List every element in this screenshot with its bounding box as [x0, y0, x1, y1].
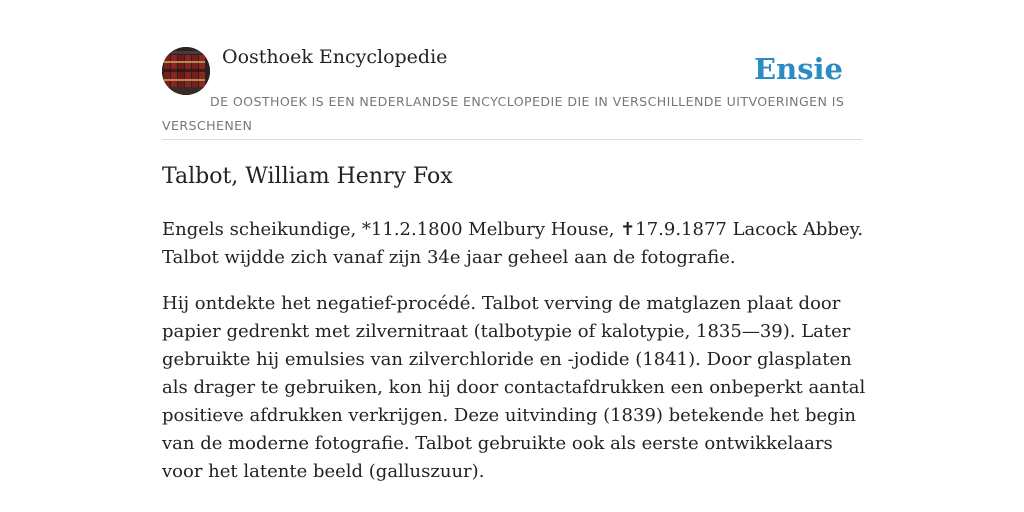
article-body: [162, 216, 872, 504]
source-title[interactable]: Oosthoek Encyclopedie: [222, 46, 448, 68]
article-title: Talbot, William Henry Fox: [162, 164, 453, 189]
article-paragraph: Hij ontdekte het negatief-procédé. Talbot verving de matglazen plaat door papier gedrenkt met zilvernitraat (talbotypie of kalotypie, 1835—39). Later gebruikte hij emulsies van zilverchloride en -jodide (1841). Door glasplaten als drager te gebruiken, kon hij door contactafdrukken een onbeperkt aantal positieve afdrukken verkrijgen. Deze uitvinding (1839) betekende het begin van de moderne fotografie. Talbot gebruikte ook als eerste ontwikkelaars voor het latente beeld (galluszuur).: [162, 293, 866, 482]
source-tagline: DE OOSTHOEK IS EEN NEDERLANDSE ENCYCLOPEDIE DIE IN VERSCHILLENDE UITVOERINGEN IS VERSCHENEN: [162, 94, 845, 133]
brand-logo[interactable]: Ensie: [754, 52, 843, 86]
encyclopedia-books-icon[interactable]: [162, 47, 210, 95]
header-divider: [162, 139, 862, 140]
article-paragraph: Engels scheikundige, *11.2.1800 Melbury House, ✝17.9.1877 Lacock Abbey. Talbot wijdde zich vanaf zijn 34e jaar geheel aan de fotografie.: [162, 219, 864, 268]
